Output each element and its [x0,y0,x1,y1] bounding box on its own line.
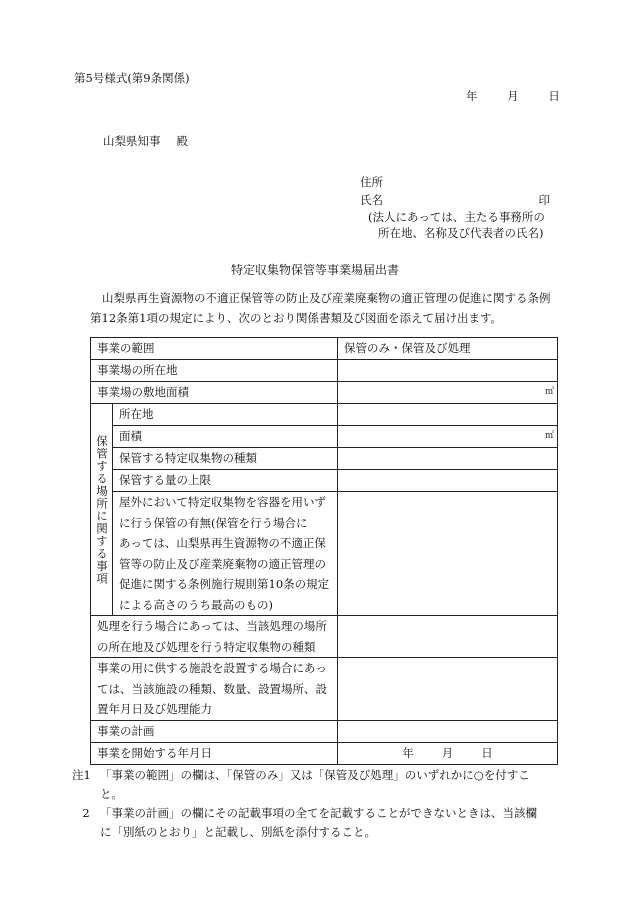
table-row [91,616,558,658]
submission-date [466,88,560,104]
start-date-field[interactable] [338,742,558,764]
document-title: 特定収集物保管等事業場届出書 [230,263,399,277]
site-area-label: 事業場の敷地面積 [91,382,338,404]
addressee-honorific: 殿 [176,134,188,148]
site-location-field[interactable] [338,360,558,382]
site-location-label: 事業場の所在地 [91,360,338,382]
start-year: 年 [402,745,414,760]
note2-continuation: に「別紙のとおり」と記載し、別紙を添付すること。 [100,825,376,839]
table-row [91,742,558,764]
table-row [91,492,558,616]
applicant-block [360,173,550,241]
date-month: 月 [507,89,519,103]
table-row [91,426,558,448]
table-row [91,404,558,426]
body-line2: 第12条第1項の規定により、次のとおり関係書類及び図面を添えて届け出ます。 [90,311,503,325]
storage-area-field[interactable] [338,426,558,448]
applicant-note-line2: 所在地、名称及び代表者の氏名) [378,226,544,240]
table-row [91,382,558,404]
addressee-name: 山梨県知事 [103,134,161,148]
plan-label: 事業の計画 [91,720,338,742]
date-day: 日 [548,89,560,103]
note-1 [72,766,562,785]
processing-label [91,616,338,658]
scope-label: 事業の範囲 [91,338,338,360]
note-2 [72,804,562,823]
table-row [91,658,558,721]
facility-label [91,658,338,721]
seal-label: 印 [538,193,550,207]
site-area-field[interactable] [338,382,558,404]
scope-value[interactable]: 保管のみ・保管及び処理 [338,338,558,360]
outdoor-storage-label [113,492,338,616]
start-day: 日 [481,745,493,760]
applicant-note-line1: (法人にあっては、主たる事務所の [368,210,545,224]
addressee [103,133,188,149]
facility-line: 事業の用に供する施設を設置する場合にあっ [97,661,327,675]
note1-continuation: と。 [100,787,123,801]
table-row [91,338,558,360]
note1-label: 注1 [72,768,91,782]
note1-text: 「事業の範囲」の欄は、「保管のみ」又は「保管及び処理」のいずれかに○を付すこ [100,768,530,782]
date-year: 年 [466,89,478,103]
unit-sqm: ㎡ [544,387,554,398]
table-row [91,448,558,470]
start-date-label: 事業を開始する年月日 [91,742,338,764]
facility-line: ては、当該施設の種類、数量、設置場所、設 [97,681,327,696]
processing-line: の所在地及び処理を行う特定収集物の種類 [97,639,316,654]
outdoor-line: に行う保管の有無(保管を行う場合に [119,515,308,530]
address-label: 住所 [360,175,383,189]
note2-text: 「事業の計画」の欄にその記載事項の全てを記載することができないときは、当該欄 [100,806,537,820]
storage-location-label: 所在地 [113,404,338,426]
outdoor-line: 管等の防止及び産業廃棄物の適正管理の [119,556,326,571]
table-row [91,360,558,382]
storage-type-label: 保管する特定収集物の種類 [113,448,338,470]
processing-line: 処理を行う場合にあっては、当該処理の場所 [97,619,327,633]
body-line1: 山梨県再生資源物の不適正保管等の防止及び産業廃棄物の適正管理の促進に関する条例 [102,291,551,305]
name-row [360,191,550,209]
plan-field[interactable] [338,720,558,742]
registration-form-table [90,337,558,765]
start-month: 月 [441,745,454,760]
storage-limit-field[interactable] [338,470,558,492]
storage-group-label: 保管する場所に関する事項 [91,404,113,616]
unit-sqm: ㎡ [544,431,554,442]
outdoor-storage-field[interactable] [338,492,558,616]
body-text [90,288,565,328]
table-row [91,720,558,742]
storage-type-field[interactable] [338,448,558,470]
facility-line: 置年月日及び処理能力 [97,702,212,716]
storage-limit-label: 保管する量の上限 [113,470,338,492]
note2-label: 2 [82,806,90,820]
processing-field[interactable] [338,616,558,658]
form-number: 第5号様式(第9条関係) [74,71,190,85]
outdoor-line: による高さのうち最高のもの) [119,597,273,612]
outdoor-line: あっては、山梨県再生資源物の不適正保 [119,536,326,550]
notes [72,766,562,842]
storage-location-field[interactable] [338,404,558,426]
name-label: 氏名 [360,193,383,207]
outdoor-line: 屋外において特定収集物を容器を用いず [119,495,326,509]
storage-area-label: 面積 [113,426,338,448]
outdoor-line: 促進に関する条例施行規則第10条の規定 [119,577,330,591]
table-row [91,470,558,492]
facility-field[interactable] [338,658,558,721]
